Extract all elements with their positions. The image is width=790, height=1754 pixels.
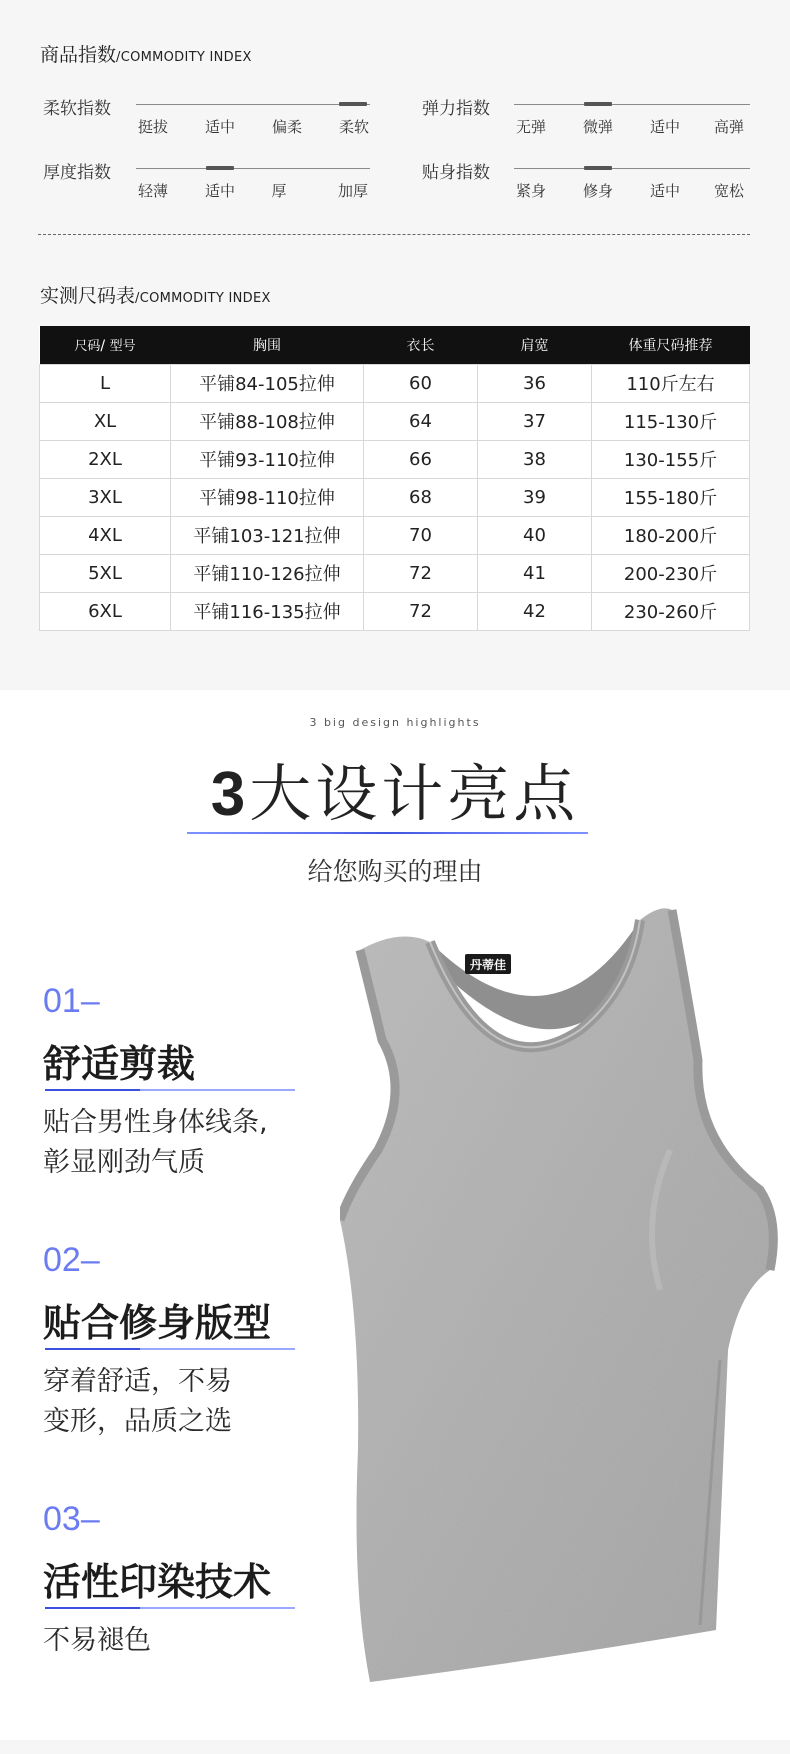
cell-shoulder: 40: [478, 516, 592, 554]
scale-line: [514, 168, 750, 169]
commodity-index-title-cn: 商品指数: [40, 44, 117, 66]
commodity-index-title-en: /COMMODITY INDEX: [116, 50, 252, 65]
feature-2-number: 02–: [43, 1241, 100, 1279]
softness-index-scale: [136, 104, 370, 144]
elasticity-index-label: 弹力指数: [422, 99, 490, 119]
size-chart-header-row: [40, 326, 750, 364]
cell-chest: 平铺93-110拉伸: [171, 440, 364, 478]
cell-weight: 155-180斤: [592, 478, 750, 516]
cell-size: 6XL: [40, 592, 171, 630]
bottom-strip: [0, 1740, 790, 1754]
softness-index-label: 柔软指数: [43, 99, 111, 119]
feature-1-number: 01–: [43, 982, 100, 1020]
highlights-title-underline: [187, 832, 588, 834]
cell-length: 68: [364, 478, 478, 516]
fit-index-scale: [514, 168, 750, 208]
header-size: [40, 326, 171, 364]
cell-chest: 平铺116-135拉伸: [171, 592, 364, 630]
table-row: [40, 478, 750, 516]
feature-2-underline: [45, 1348, 295, 1350]
header-size-sep: /: [100, 338, 106, 355]
table-row: [40, 554, 750, 592]
cell-shoulder: 38: [478, 440, 592, 478]
feature-3-number: 03–: [43, 1500, 100, 1538]
cell-shoulder: 36: [478, 364, 592, 402]
cell-length: 72: [364, 592, 478, 630]
scale-option: 挺拔: [137, 118, 169, 136]
dashed-divider: [38, 234, 750, 235]
tank-top-image: [340, 890, 780, 1690]
feature-3-title: 活性印染技术: [43, 1560, 272, 1604]
cell-size: XL: [40, 402, 171, 440]
cell-size: L: [40, 364, 171, 402]
cell-weight: 230-260斤: [592, 592, 750, 630]
thickness-index-scale: [136, 168, 370, 208]
scale-line: [514, 104, 750, 105]
cell-length: 72: [364, 554, 478, 592]
header-chest: 胸围: [171, 326, 364, 364]
highlights-en-caption: 3 big design highlights: [309, 716, 481, 729]
highlights-title-text: 大设计亮点: [249, 757, 580, 830]
thickness-index-label: 厚度指数: [43, 163, 111, 183]
cell-length: 60: [364, 364, 478, 402]
cell-shoulder: 42: [478, 592, 592, 630]
table-row: [40, 516, 750, 554]
header-shoulder: 肩宽: [478, 326, 592, 364]
feature-1-title: 舒适剪裁: [43, 1042, 196, 1086]
highlights-subtitle: 给您购买的理由: [307, 857, 483, 886]
cell-size: 3XL: [40, 478, 171, 516]
cell-weight: 115-130斤: [592, 402, 750, 440]
feature-3-desc-line: 不易褪色: [43, 1625, 151, 1656]
cell-shoulder: 37: [478, 402, 592, 440]
cell-weight: 130-155斤: [592, 440, 750, 478]
scale-option: 宽松: [713, 182, 745, 200]
scale-option: 适中: [204, 182, 236, 200]
cell-shoulder: 39: [478, 478, 592, 516]
scale-option: 无弹: [515, 118, 547, 136]
cell-weight: 110斤左右: [592, 364, 750, 402]
scale-option: 修身: [582, 182, 614, 200]
feature-3-desc: [43, 1621, 151, 1661]
cell-chest: 平铺103-121拉伸: [171, 516, 364, 554]
cell-size: 2XL: [40, 440, 171, 478]
cell-weight: 200-230斤: [592, 554, 750, 592]
scale-option: 紧身: [515, 182, 547, 200]
cell-chest: 平铺98-110拉伸: [171, 478, 364, 516]
scale-option: 适中: [204, 118, 236, 136]
cell-size: 5XL: [40, 554, 171, 592]
feature-3-underline: [45, 1607, 295, 1609]
thickness-selected-marker: [206, 166, 234, 170]
scale-option: 适中: [649, 182, 681, 200]
cell-size: 4XL: [40, 516, 171, 554]
table-row: [40, 364, 750, 402]
feature-1-desc-line: 彰显刚劲气质: [43, 1147, 205, 1178]
size-chart-title-en: /COMMODITY INDEX: [135, 291, 271, 306]
softness-selected-marker: [339, 102, 367, 106]
commodity-index-title: [40, 40, 252, 67]
scale-option: 柔软: [338, 118, 370, 136]
feature-1-underline: [45, 1089, 295, 1091]
cell-length: 66: [364, 440, 478, 478]
table-row: [40, 592, 750, 630]
elasticity-selected-marker: [584, 102, 612, 106]
table-row: [40, 440, 750, 478]
scale-option: 厚: [271, 182, 287, 200]
size-chart-table: [39, 326, 750, 631]
cell-length: 64: [364, 402, 478, 440]
highlights-title-number: 3: [210, 760, 250, 829]
size-chart-title-cn: 实测尺码表: [40, 285, 136, 307]
header-length: 衣长: [364, 326, 478, 364]
highlights-title: [0, 744, 790, 833]
cell-chest: 平铺84-105拉伸: [171, 364, 364, 402]
cell-weight: 180-200斤: [592, 516, 750, 554]
scale-option: 高弹: [713, 118, 745, 136]
scale-option: 微弹: [582, 118, 614, 136]
feature-2-title: 贴合修身版型: [43, 1301, 272, 1345]
fit-index-label: 贴身指数: [422, 163, 490, 183]
header-size-text: 尺码: [74, 339, 101, 355]
brand-label-text: 丹蒂佳: [469, 958, 507, 972]
scale-line: [136, 168, 370, 169]
scale-option: 轻薄: [137, 182, 169, 200]
scale-option: 偏柔: [271, 118, 303, 136]
header-model-text: 型号: [109, 339, 136, 355]
header-weight: 体重尺码推荐: [592, 326, 750, 364]
elasticity-index-scale: [514, 104, 750, 144]
feature-2-desc: [43, 1362, 232, 1442]
feature-1-desc-line: 贴合男性身体线条,: [43, 1107, 268, 1138]
cell-chest: 平铺110-126拉伸: [171, 554, 364, 592]
size-chart-title: [40, 281, 271, 308]
feature-2-desc-line: 穿着舒适，不易: [43, 1366, 232, 1397]
scale-option: 加厚: [337, 182, 369, 200]
cell-shoulder: 41: [478, 554, 592, 592]
fit-selected-marker: [584, 166, 612, 170]
table-row: [40, 402, 750, 440]
feature-1-desc: [43, 1103, 268, 1183]
scale-line: [136, 104, 370, 105]
scale-option: 适中: [649, 118, 681, 136]
feature-2-desc-line: 变形，品质之选: [43, 1406, 232, 1437]
cell-chest: 平铺88-108拉伸: [171, 402, 364, 440]
cell-length: 70: [364, 516, 478, 554]
